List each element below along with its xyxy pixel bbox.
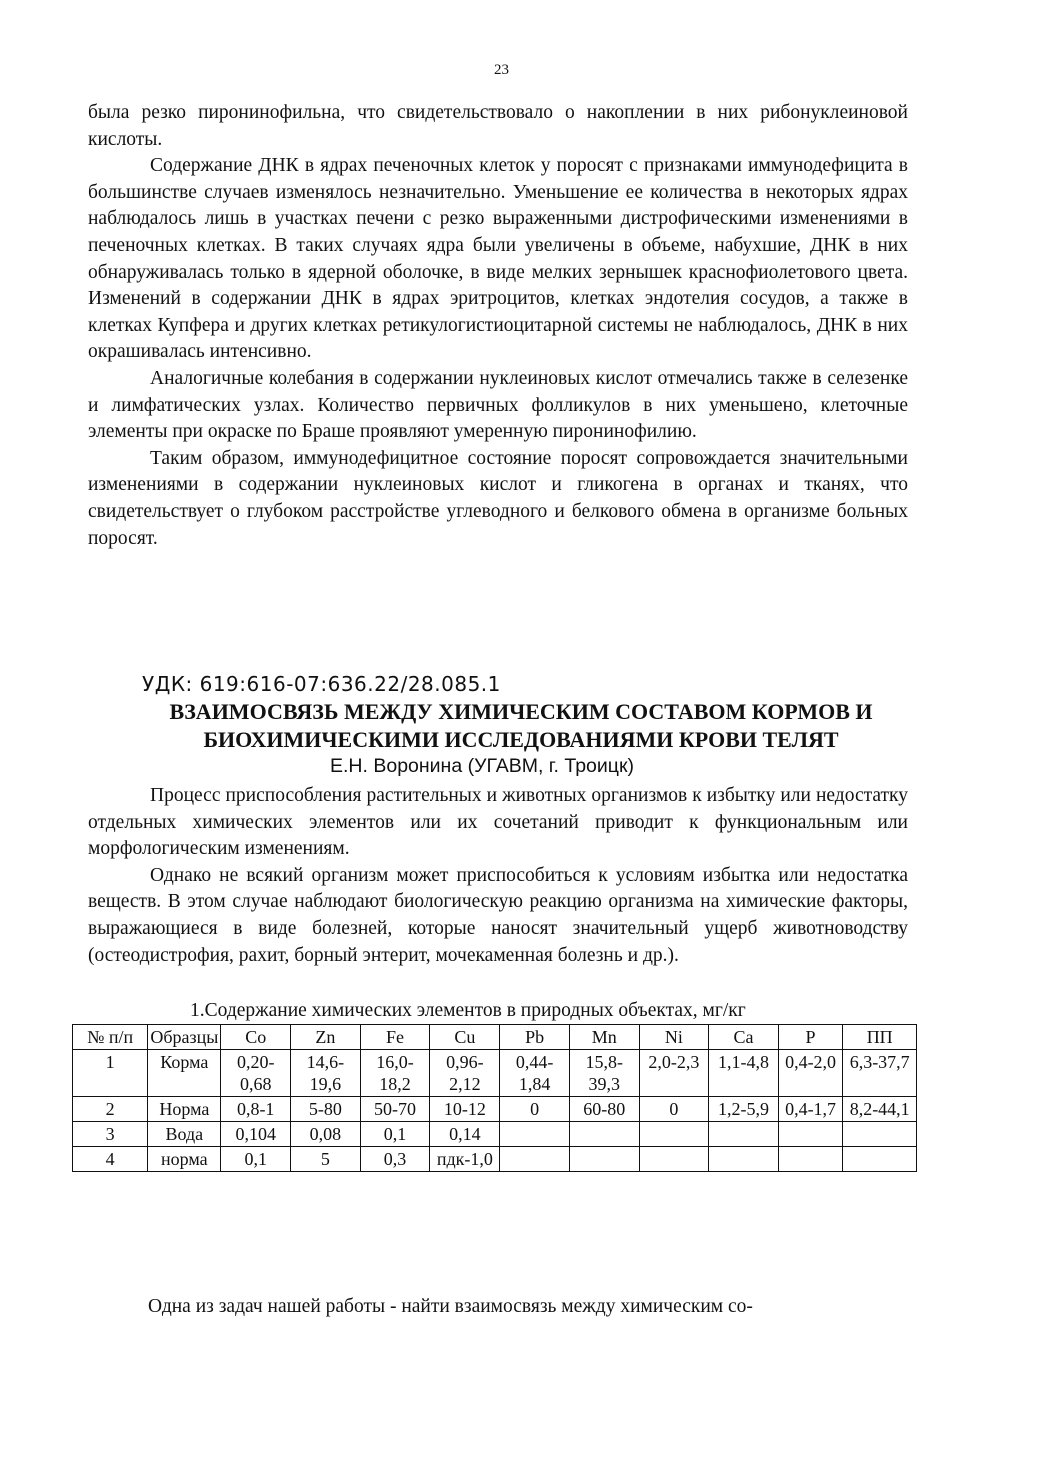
table-cell: 0,1 (360, 1122, 430, 1147)
header-cell: Cu (430, 1025, 500, 1050)
table-row (73, 1050, 917, 1097)
paragraph: была резко пиронинофильна, что свидетельствовало о накоплении в них рибонуклеиновой кислоты. (88, 102, 908, 150)
table-cell: норма (148, 1147, 221, 1172)
table-cell: Вода (148, 1122, 221, 1147)
header-cell: Co (221, 1025, 291, 1050)
header-cell: Образцы (148, 1025, 221, 1050)
table-cell: пдк-1,0 (430, 1147, 500, 1172)
top-text-block (88, 100, 908, 552)
header-cell: Ni (639, 1025, 709, 1050)
table-cell: 0,3 (360, 1147, 430, 1172)
table-cell (843, 1147, 917, 1172)
table-row (73, 1097, 917, 1122)
header-cell: Pb (500, 1025, 570, 1050)
table-cell: 0,4-2,0 (778, 1050, 843, 1097)
table-cell: Норма (148, 1097, 221, 1122)
table-cell: 0,08 (291, 1122, 361, 1147)
title-line: БИОХИМИЧЕСКИМИ ИССЛЕДОВАНИЯМИ КРОВИ ТЕЛЯТ (203, 727, 839, 752)
table-cell (500, 1147, 570, 1172)
table-header-row (73, 1025, 917, 1050)
table-cell: 10-12 (430, 1097, 500, 1122)
table-cell: 0,14 (430, 1122, 500, 1147)
page-number: 23 (494, 62, 509, 78)
header-cell: Fe (360, 1025, 430, 1050)
table-cell: 0,4-1,7 (778, 1097, 843, 1122)
table-cell (709, 1122, 779, 1147)
table-cell: 60-80 (569, 1097, 639, 1122)
table-cell (778, 1147, 843, 1172)
table-cell (843, 1122, 917, 1147)
table-cell: 3 (73, 1122, 148, 1147)
table-cell: 5-80 (291, 1097, 361, 1122)
table-cell: 50-70 (360, 1097, 430, 1122)
table-cell: 1,1-4,8 (709, 1050, 779, 1097)
header-cell: P (778, 1025, 843, 1050)
table-cell: 5 (291, 1147, 361, 1172)
last-line: Одна из задач нашей работы - найти взаимосвязь между химическим со- (148, 1296, 753, 1317)
table-cell: 1 (73, 1050, 148, 1097)
table-cell: 2 (73, 1097, 148, 1122)
paragraph: Таким образом, иммунодефицитное состояние поросят сопровождается значительными изменениями в содержании нуклеиновых кислот и гликогена в органах и тканях, что свидетельствует о глубоком расстройстве углеводного и белкового обмена в организме больных поросят. (88, 447, 908, 549)
udk-code: УДК: 619:616-07:636.22/28.085.1 (142, 672, 501, 696)
table-cell: 0,20-0,68 (221, 1050, 291, 1097)
table-cell: 0,8-1 (221, 1097, 291, 1122)
table-cell: 8,2-44,1 (843, 1097, 917, 1122)
table-cell: 2,0-2,3 (639, 1050, 709, 1097)
table-cell: 0 (639, 1097, 709, 1122)
table-cell (709, 1147, 779, 1172)
table-cell (639, 1122, 709, 1147)
table-cell: 0,104 (221, 1122, 291, 1147)
elements-table (72, 1024, 917, 1172)
table-row (73, 1122, 917, 1147)
header-cell: № п/п (73, 1025, 148, 1050)
table-caption: 1.Содержание химических элементов в природных объектах, мг/кг (190, 1000, 746, 1021)
paragraph: Процесс приспособления растительных и животных организмов к избытку или недостатку отдельных химических элементов или их сочетаний приводит к функциональным или морфологическим изменениям. (88, 785, 908, 860)
table-cell (778, 1122, 843, 1147)
table-cell: 16,0-18,2 (360, 1050, 430, 1097)
table-cell: 15,8-39,3 (569, 1050, 639, 1097)
paragraph: Аналогичные колебания в содержании нуклеиновых кислот отмечались также в селезенке и лимфатических узлах. Количество первичных фолликулов в них уменьшено, клеточные элементы при окраске по Браше проявляют умеренную пиронинофилию. (88, 367, 908, 443)
header-cell: ПП (843, 1025, 917, 1050)
table-cell: 0,1 (221, 1147, 291, 1172)
table-cell: 1,2-5,9 (709, 1097, 779, 1122)
table-cell (569, 1147, 639, 1172)
table-row (73, 1147, 917, 1172)
table-cell: 14,6-19,6 (291, 1050, 361, 1097)
table-cell: 0 (500, 1097, 570, 1122)
table-cell: 0,44-1,84 (500, 1050, 570, 1097)
author-line: Е.Н. Воронина (УГАВМ, г. Троицк) (330, 755, 634, 777)
table-cell (639, 1147, 709, 1172)
paragraph: Однако не всякий организм может приспособиться к условиям избытка или недостатка веществ. В этом случае наблюдают биологическую реакцию организма на химические факторы, выражающиеся в виде болезней, которые наносят значительный ущерб животноводству (остеодистрофия, рахит, борный энтерит, мочекаменная болезнь и др.). (88, 864, 908, 966)
header-cell: Ca (709, 1025, 779, 1050)
table-cell: Корма (148, 1050, 221, 1097)
table-cell: 4 (73, 1147, 148, 1172)
table-cell (569, 1122, 639, 1147)
paragraph: Содержание ДНК в ядрах печеночных клеток у поросят с признаками иммунодефицита в большинстве случаев изменялось незначительно. Уменьшение ее количества в некоторых ядрах наблюдалось лишь в участках печени с резко выраженными дистрофическими изменениями в печеночных клетках. В таких случаях ядра были увеличены в объеме, набухшие, ДНК в них обнаруживалась только в ядерной оболочке, в виде мелких зернышек краснофиолетового цвета. Изменений в содержании ДНК в ядрах эритроцитов, клетках эндотелия сосудов, а также в клетках Купфера и других клетках ретикулогистиоцитарной системы не наблюдалось, ДНК в них окрашивалась интенсивно. (88, 155, 908, 363)
article-text-block (88, 783, 908, 969)
header-cell: Zn (291, 1025, 361, 1050)
table-cell: 6,3-37,7 (843, 1050, 917, 1097)
article-title (88, 698, 954, 754)
table-cell: 0,96-2,12 (430, 1050, 500, 1097)
header-cell: Mn (569, 1025, 639, 1050)
table-cell (500, 1122, 570, 1147)
title-line: ВЗАИМОСВЯЗЬ МЕЖДУ ХИМИЧЕСКИМ СОСТАВОМ КОРМОВ И (169, 699, 873, 724)
